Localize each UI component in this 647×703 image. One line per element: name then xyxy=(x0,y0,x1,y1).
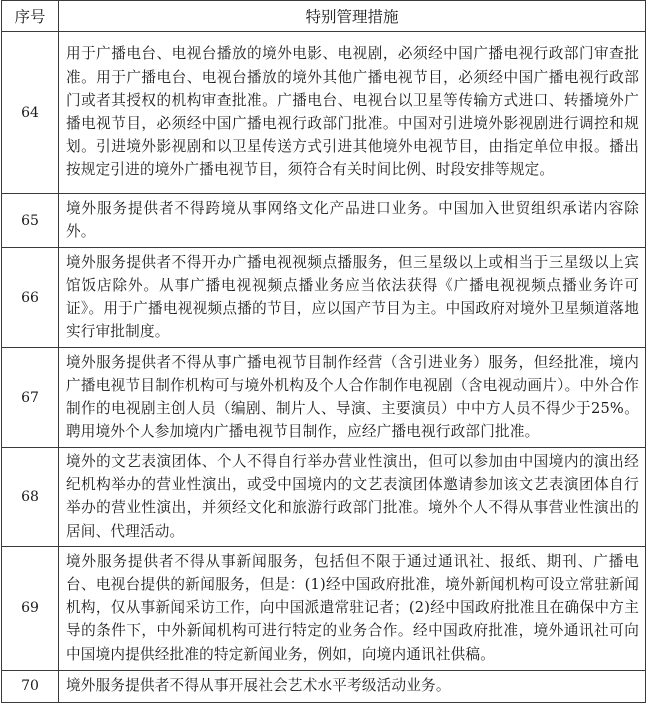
special-measures-table xyxy=(1,0,646,703)
table-row xyxy=(2,348,646,448)
row-measure-text: 境外的文艺表演团体、个人不得自行举办营业性演出，但可以参加由中国境内的演出经纪机构举办的营业性演出，或受中国境内的文艺表演团体邀请参加该文艺表演团体自行举办的营业性演出，并须经文化和旅游行政部门批准。境外个人不得从事营业性演出的居间、代理活动。 xyxy=(59,448,646,547)
row-number: 66 xyxy=(2,248,59,348)
header-serial-number: 序号 xyxy=(2,1,59,32)
row-number: 69 xyxy=(2,546,59,670)
row-measure-text: 境外服务提供者不得从事开展社会艺术水平考级活动业务。 xyxy=(59,670,646,702)
row-measure-text: 境外服务提供者不得跨境从事网络文化产品进口业务。中国加入世贸组织承诺内容除外。 xyxy=(59,194,646,248)
row-measure-text: 境外服务提供者不得从事广播电视节目制作经营（含引进业务）服务，但经批准，境内广播电视节目制作机构可与境外机构及个人合作制作电视剧（含电视动画片）。中外合作制作的电视剧主创人员（编剧、制片人、导演、主要演员）中中方人员不得少于25%。聘用境外个人参加境内广播电视节目制作，应经广播电视行政部门批准。 xyxy=(59,348,646,448)
row-measure-text: 境外服务提供者不得从事新闻服务，包括但不限于通过通讯社、报纸、期刊、广播电台、电视台提供的新闻服务，但是：(1)经中国政府批准，境外新闻机构可设立常驻新闻机构，仅从事新闻采访工作，向中国派遣常驻记者；(2)经中国政府批准且在确保中方主导的条件下，中外新闻机构可进行特定的业务合作。经中国政府批准，境外通讯社可向中国境内提供经批准的特定新闻业务，例如，向境内通讯社供稿。 xyxy=(59,546,646,670)
table-row xyxy=(2,32,646,194)
row-number: 64 xyxy=(2,32,59,194)
row-number: 67 xyxy=(2,348,59,448)
table-row xyxy=(2,448,646,547)
table-row xyxy=(2,248,646,348)
row-number: 70 xyxy=(2,670,59,702)
table-header-row xyxy=(2,1,646,32)
table-row xyxy=(2,194,646,248)
regulation-table-page xyxy=(1,0,646,703)
row-measure-text: 用于广播电台、电视台播放的境外电影、电视剧，必须经中国广播电视行政部门审查批准。用于广播电台、电视台播放的境外其他广播电视节目，必须经中国广播电视行政部门或者其授权的机构审查批准。广播电台、电视台以卫星等传输方式进口、转播境外广播电视节目，必须经中国广播电视行政部门批准。中国对引进境外影视剧进行调控和规划。引进境外影视剧和以卫星传送方式引进其他境外电视节目，由指定单位申报。播出按规定引进的境外广播电视节目，须符合有关时间比例、时段安排等规定。 xyxy=(59,32,646,194)
row-number: 65 xyxy=(2,194,59,248)
table-row xyxy=(2,546,646,670)
row-measure-text: 境外服务提供者不得开办广播电视视频点播服务，但三星级以上或相当于三星级以上宾馆饭店除外。从事广播电视视频点播业务应当依法获得《广播电视视频点播业务许可证》。用于广播电视视频点播的节目，应以国产节目为主。中国政府对境外卫星频道落地实行审批制度。 xyxy=(59,248,646,348)
header-special-measures: 特别管理措施 xyxy=(59,1,646,32)
row-number: 68 xyxy=(2,448,59,547)
